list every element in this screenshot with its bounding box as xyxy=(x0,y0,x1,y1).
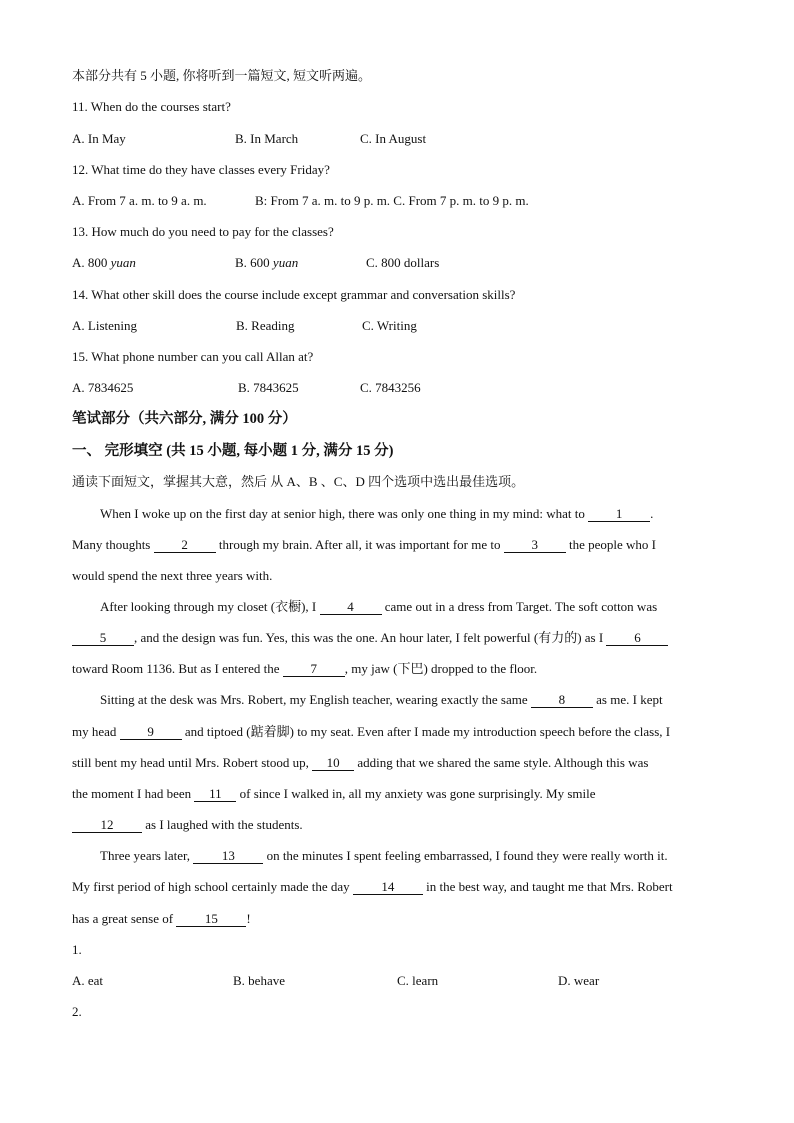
passage-text: and tiptoed (踮着脚) to my seat. Even after I made my introduction speech before the class, I xyxy=(181,724,671,739)
item-1-option-a[interactable]: A. eat xyxy=(72,973,104,988)
passage-text: the people who I xyxy=(565,537,656,552)
passage-text: the moment I had been xyxy=(72,786,195,801)
q11-option-b[interactable]: B. In March xyxy=(235,131,299,146)
passage-text: Sitting at the desk was Mrs. Robert, my English teacher, wearing exactly the same xyxy=(100,692,531,707)
blank-7[interactable]: 7 xyxy=(283,661,345,677)
q14-option-c[interactable]: C. Writing xyxy=(362,318,417,333)
passage-text: After looking through my closet (衣橱), I xyxy=(100,599,320,614)
q13-option-b[interactable] xyxy=(235,253,298,273)
question-14-stem: 14. What other skill does the course include except grammar and conversation skills? xyxy=(72,287,516,302)
passage-line xyxy=(72,877,673,897)
blank-8[interactable]: 8 xyxy=(531,692,593,708)
passage-line xyxy=(100,597,657,617)
passage-text: ! xyxy=(246,911,251,926)
answer-item-1-number: 1. xyxy=(72,942,82,957)
blank-1[interactable]: 1 xyxy=(588,506,650,522)
question-11-stem: 11. When do the courses start? xyxy=(72,99,231,114)
q15-option-a[interactable]: A. 7834625 xyxy=(72,380,134,395)
passage-text: adding that we shared the same style. Although this was xyxy=(354,755,649,770)
passage-text: . xyxy=(650,506,654,521)
q14-option-b[interactable]: B. Reading xyxy=(236,318,295,333)
passage-line xyxy=(100,504,653,524)
section-1-title: 一、 完形填空 (共 15 小题, 每小题 1 分, 满分 15 分) xyxy=(72,443,394,459)
q13-option-a[interactable] xyxy=(72,253,136,273)
passage-line xyxy=(72,815,303,835)
passage-line xyxy=(100,690,663,710)
passage-line xyxy=(72,535,656,555)
blank-4[interactable]: 4 xyxy=(320,599,382,615)
item-1-option-c[interactable]: C. learn xyxy=(397,973,439,988)
q11-option-c[interactable]: C. In August xyxy=(360,131,427,146)
question-13-stem: 13. How much do you need to pay for the classes? xyxy=(72,224,334,239)
q11-option-a[interactable]: A. In May xyxy=(72,131,126,146)
item-1-option-b[interactable]: B. behave xyxy=(233,973,285,988)
blank-15[interactable]: 15 xyxy=(176,911,246,927)
blank-9[interactable]: 9 xyxy=(120,724,182,740)
passage-text: still bent my head until Mrs. Robert stood up, xyxy=(72,755,313,770)
passage-line xyxy=(72,659,537,679)
question-15-stem: 15. What phone number can you call Allan at? xyxy=(72,349,314,364)
blank-11[interactable]: 11 xyxy=(194,786,236,802)
passage-line xyxy=(72,628,668,648)
section-1-instruction: 通读下面短文，掌握其大意，然后 从 A、B 、C、D 四个选项中选出最佳选项。 xyxy=(72,474,525,489)
q15-option-c[interactable]: C. 7843256 xyxy=(360,380,421,395)
blank-3[interactable]: 3 xyxy=(504,537,566,553)
passage-line xyxy=(72,909,251,929)
q13-option-c[interactable]: C. 800 dollars xyxy=(366,255,440,270)
passage-text: My first period of high school certainly made the day xyxy=(72,879,353,894)
written-part-header: 笔试部分（共六部分, 满分 100 分） xyxy=(72,411,297,427)
blank-13[interactable]: 13 xyxy=(193,848,263,864)
q13-option-a-unit: yuan xyxy=(110,255,136,270)
q13-option-b-unit: yuan xyxy=(272,255,299,270)
q15-option-b[interactable]: B. 7843625 xyxy=(238,380,299,395)
passage-text: has a great sense of xyxy=(72,911,177,926)
q13-option-b-text: B. 600 xyxy=(235,255,270,270)
passage-text: my head xyxy=(72,724,120,739)
passage-text: toward Room 1136. But as I entered the xyxy=(72,661,283,676)
passage-text: When I woke up on the first day at senior high, there was only one thing in my mind: what to xyxy=(100,506,589,521)
passage-line xyxy=(72,753,648,773)
answer-item-2-number: 2. xyxy=(72,1004,82,1019)
listening-intro: 本部分共有 5 小题, 你将听到一篇短文, 短文听两遍。 xyxy=(72,68,372,83)
passage-line xyxy=(72,784,596,804)
blank-12[interactable]: 12 xyxy=(72,817,142,833)
passage-text: in the best way, and taught me that Mrs. Robert xyxy=(422,879,673,894)
passage-text: of since I walked in, all my anxiety was gone surprisingly. My smile xyxy=(236,786,596,801)
passage-text: on the minutes I spent feeling embarrassed, I found they were really worth it. xyxy=(263,848,668,863)
item-1-option-d[interactable]: D. wear xyxy=(558,973,600,988)
passage-line: would spend the next three years with. xyxy=(72,568,273,583)
q12-option-bc[interactable]: B: From 7 a. m. to 9 p. m. C. From 7 p. m. to 9 p. m. xyxy=(255,193,529,208)
q14-option-a[interactable]: A. Listening xyxy=(72,318,137,333)
blank-10[interactable]: 10 xyxy=(312,755,354,771)
passage-text: came out in a dress from Target. The soft cotton was xyxy=(381,599,658,614)
blank-6[interactable]: 6 xyxy=(606,630,668,646)
passage-line xyxy=(100,846,668,866)
q13-option-a-text: A. 800 xyxy=(72,255,108,270)
blank-2[interactable]: 2 xyxy=(154,537,216,553)
passage-text: through my brain. After all, it was important for me to xyxy=(215,537,504,552)
question-12-stem: 12. What time do they have classes every Friday? xyxy=(72,162,330,177)
passage-text: Three years later, xyxy=(100,848,194,863)
passage-text: as me. I kept xyxy=(592,692,663,707)
passage-text: as I laughed with the students. xyxy=(142,817,303,832)
passage-text: , my jaw (下巴) dropped to the floor. xyxy=(344,661,538,676)
blank-14[interactable]: 14 xyxy=(353,879,423,895)
passage-text: Many thoughts xyxy=(72,537,154,552)
blank-5[interactable]: 5 xyxy=(72,630,134,646)
passage-text: , and the design was fun. Yes, this was the one. An hour later, I felt powerful (有力的) as I xyxy=(134,630,607,645)
q12-option-a[interactable]: A. From 7 a. m. to 9 a. m. xyxy=(72,193,207,208)
passage-line xyxy=(72,722,670,742)
